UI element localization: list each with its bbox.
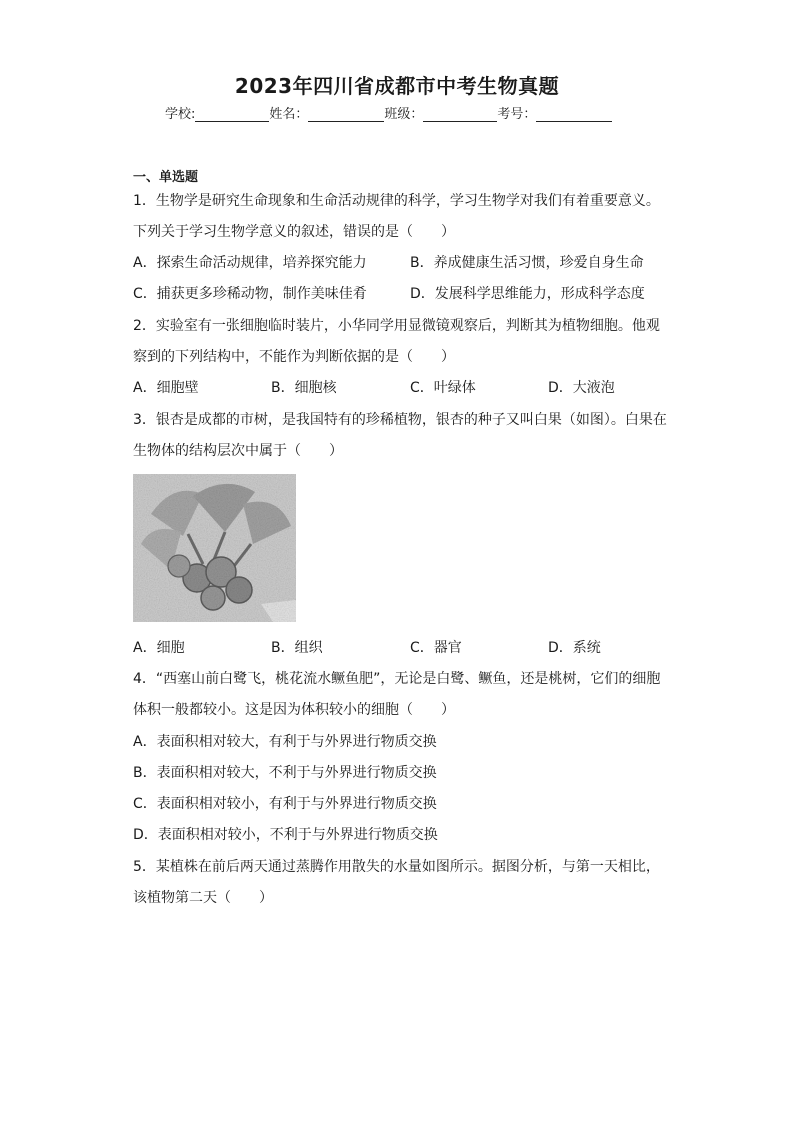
school-field[interactable] (195, 108, 269, 122)
q2-stem-line2: 察到的下列结构中，不能作为判断依据的是（ ） (133, 349, 455, 365)
q3-option-a: A．细胞 (133, 640, 185, 656)
q2-option-c: C．叶绿体 (410, 380, 476, 396)
q3-option-c: C．器官 (410, 640, 462, 656)
q4-stem-line1: 4．“西塞山前白鹭飞，桃花流水鳜鱼肥”，无论是白鹭、鳜鱼，还是桃树，它们的细胞 (133, 671, 661, 687)
q1-option-c: C．捕获更多珍稀动物，制作美味佳肴 (133, 286, 367, 302)
q4-option-a: A．表面积相对较大，有利于与外界进行物质交换 (133, 734, 437, 750)
q1-option-a: A．探索生命活动规律，培养探究能力 (133, 255, 367, 271)
q2-option-a: A．细胞壁 (133, 380, 199, 396)
q4-option-b: B．表面积相对较大，不利于与外界进行物质交换 (133, 765, 437, 781)
q3-stem-line1: 3．银杏是成都的市树，是我国特有的珍稀植物，银杏的种子又叫白果（如图）。白果在 (133, 412, 667, 428)
q1-option-d: D．发展科学思维能力，形成科学态度 (410, 286, 645, 302)
q3-option-b: B．组织 (271, 640, 323, 656)
name-field[interactable] (308, 108, 384, 122)
q3-option-d: D．系统 (548, 640, 601, 656)
q2-stem-line1: 2．实验室有一张细胞临时装片，小华同学用显微镜观察后，判断其为植物细胞。他观 (133, 318, 660, 334)
q5-stem-line2: 该植物第二天（ ） (133, 890, 273, 906)
q1-option-b: B．养成健康生活习惯，珍爱自身生命 (410, 255, 644, 271)
q4-option-c: C．表面积相对较小，有利于与外界进行物质交换 (133, 796, 437, 812)
q2-option-b: B．细胞核 (271, 380, 337, 396)
class-field[interactable] (423, 108, 497, 122)
ginkgo-seed-photo (133, 474, 296, 622)
exam-no-field[interactable] (536, 108, 612, 122)
name-label: 姓名： (269, 107, 309, 122)
q5-stem-line1: 5．某植株在前后两天通过蒸腾作用散失的水量如图所示。据图分析，与第一天相比， (133, 859, 660, 875)
section-heading: 一、单选题 (133, 170, 199, 185)
page-title: 2023年四川省成都市中考生物真题 (234, 74, 560, 98)
q4-option-d: D．表面积相对较小，不利于与外界进行物质交换 (133, 827, 438, 843)
q3-stem-line2: 生物体的结构层次中属于（ ） (133, 443, 343, 459)
student-info-row (165, 103, 612, 122)
q4-stem-line2: 体积一般都较小。这是因为体积较小的细胞（ ） (133, 702, 455, 718)
q2-option-d: D．大液泡 (548, 380, 615, 396)
school-label: 学校: (165, 107, 196, 122)
exam-no-label: 考号： (497, 107, 537, 122)
class-label: 班级： (384, 107, 424, 122)
q1-stem-line1: 1．生物学是研究生命现象和生命活动规律的科学，学习生物学对我们有着重要意义。 (133, 193, 660, 209)
q1-stem-line2: 下列关于学习生物学意义的叙述，错误的是（ ） (133, 224, 455, 240)
